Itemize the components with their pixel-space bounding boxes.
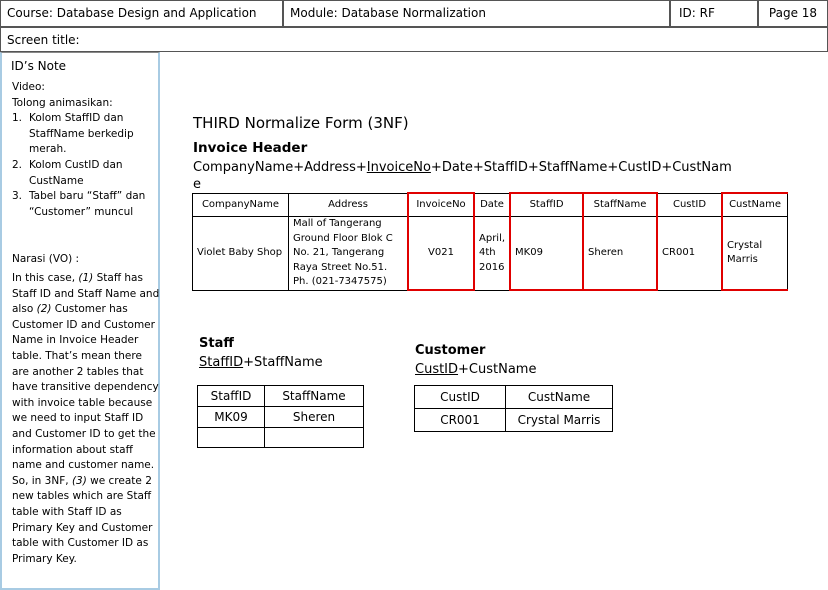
narasi-label: Narasi (VO) : — [12, 253, 80, 265]
customer-cell-name: Crystal Marris — [506, 409, 613, 432]
cell-cust-id: CR001 — [657, 217, 722, 291]
cell-staff-id: MK09 — [510, 217, 583, 291]
video-item: 2. Kolom CustID dan CustName — [12, 158, 123, 187]
staff-cell-empty — [265, 428, 364, 448]
table-header-row — [415, 386, 613, 409]
customer-title: Customer — [415, 343, 486, 358]
cell-date: April, 4th 2016 — [474, 217, 510, 291]
col-invoice-no: InvoiceNo — [408, 193, 474, 217]
staff-cell-name: Sheren — [265, 407, 364, 428]
id-label: ID: RF — [670, 0, 758, 27]
invoice-formula: CompanyName+Address+InvoiceNo+Date+StaffID+StaffName+CustID+CustNam e — [193, 160, 732, 192]
customer-col-id: CustID — [415, 386, 506, 409]
staff-cell-id: MK09 — [198, 407, 265, 428]
video-item: 3. Tabel baru “Staff” dan “Customer” muncul — [12, 190, 146, 218]
table-header-row — [198, 386, 364, 407]
id-notes-panel — [0, 52, 160, 590]
table-header-row — [193, 193, 788, 217]
page-number: Page 18 — [758, 0, 828, 27]
customer-col-name: CustName — [506, 386, 613, 409]
customer-formula: CustID+CustName — [415, 362, 537, 377]
staff-col-id: StaffID — [198, 386, 265, 407]
staff-table — [197, 385, 364, 448]
customer-table — [414, 385, 613, 432]
table-row — [198, 407, 364, 428]
invoice-header-title: Invoice Header — [193, 140, 308, 156]
video-section — [12, 80, 160, 220]
module-label: Module: Database Normalization — [283, 0, 670, 27]
staff-formula: StaffID+StaffName — [199, 355, 323, 370]
cell-invoice-no: V021 — [408, 217, 474, 291]
col-address: Address — [289, 193, 409, 217]
page-heading: THIRD Normalize Form (3NF) — [193, 114, 409, 132]
col-staff-id: StaffID — [510, 193, 583, 217]
narasi-text: In this case, (1) Staff has Staff ID and Staff Name and also (2) Customer has Customer ID and Customer Name in Invoice Header table. That’s mean there are another 2 tables that have transitive dependency with invoice table because we need to input Staff ID and Customer ID to get the information about staff name and customer name. So, in 3NF, (3) we create 2 new tables which are Staff table with Staff ID as Primary Key and Customer table with Customer ID as Primary Key. — [12, 272, 160, 565]
cell-address: Mall of Tangerang Ground Floor Blok C No. 21, Tangerang Raya Street No.51. Ph. (021-7347575) — [289, 217, 409, 291]
staff-col-name: StaffName — [265, 386, 364, 407]
screen-title: Screen title: — [0, 27, 828, 52]
customer-cell-id: CR001 — [415, 409, 506, 432]
course-label: Course: Database Design and Application — [0, 0, 283, 27]
table-row — [193, 217, 788, 291]
cell-staff-name: Sheren — [583, 217, 657, 291]
col-date: Date — [474, 193, 510, 217]
notes-title: ID’s Note — [11, 59, 67, 73]
video-item: 1. Kolom StaffID dan StaffName berkedip merah. — [12, 112, 134, 156]
staff-title: Staff — [199, 336, 234, 351]
col-staff-name: StaffName — [583, 193, 657, 217]
video-intro: Tolong animasikan: — [12, 96, 113, 109]
table-row — [198, 428, 364, 448]
video-label: Video: — [12, 81, 45, 93]
cell-company-name: Violet Baby Shop — [193, 217, 289, 291]
col-company-name: CompanyName — [193, 193, 289, 217]
cell-cust-name: Crystal Marris — [722, 217, 788, 291]
table-row — [415, 409, 613, 432]
staff-cell-empty — [198, 428, 265, 448]
invoice-table — [192, 192, 788, 291]
col-cust-id: CustID — [657, 193, 722, 217]
col-cust-name: CustName — [722, 193, 788, 217]
